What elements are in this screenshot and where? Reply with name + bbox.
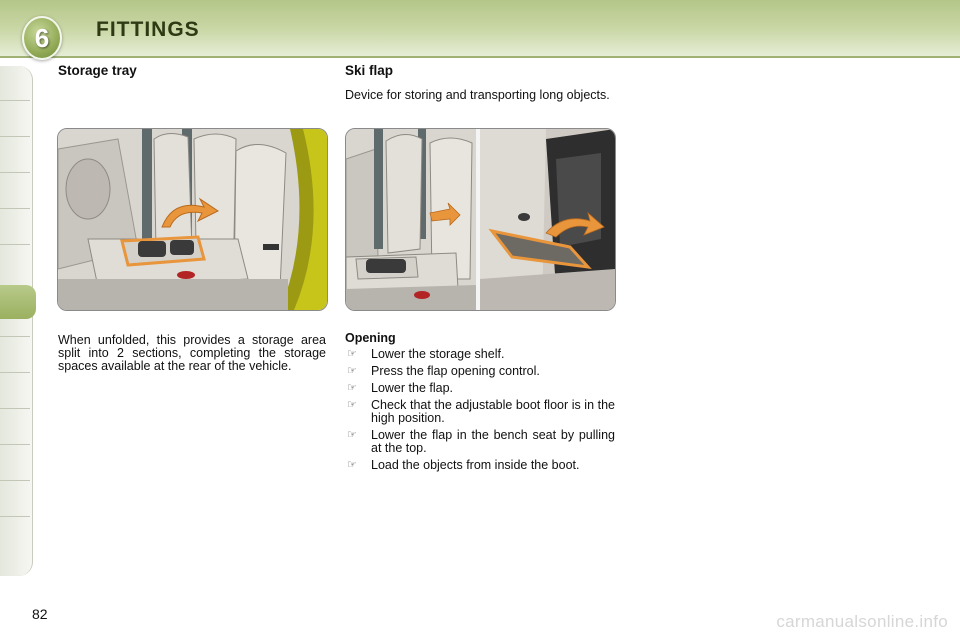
side-tab-divider [0, 480, 30, 481]
side-tab-active-chapter[interactable] [0, 285, 36, 319]
pointing-hand-icon: ☞ [347, 365, 357, 377]
ski-flap-title: Ski flap [345, 63, 394, 78]
side-tab-divider [0, 408, 30, 409]
storage-tray-illustration [57, 128, 328, 311]
chapter-title: FITTINGS [96, 18, 200, 41]
side-tab-divider [0, 516, 30, 517]
side-tab-divider [0, 136, 30, 137]
opening-steps-list [345, 348, 615, 476]
list-item: ☞ Lower the flap in the bench seat by pulling at the top. [347, 428, 615, 455]
ski-flap-description: Device for storing and transporting long objects. [345, 88, 610, 102]
storage-tray-title: Storage tray [58, 63, 137, 78]
pointing-hand-icon: ☞ [347, 399, 357, 411]
pointing-hand-icon: ☞ [347, 382, 357, 394]
list-item: ☞ Lower the storage shelf. [347, 347, 505, 361]
list-item: ☞ Check that the adjustable boot floor is in the high position. [347, 398, 615, 425]
ski-flap-illustration [345, 128, 616, 311]
side-tab-divider [0, 100, 30, 101]
pointing-hand-icon: ☞ [347, 459, 357, 471]
page-number: 82 [32, 606, 48, 622]
storage-tray-description: When unfolded, this provides a storage area split into 2 sections, completing the storage spaces available at the rear of the vehicle. [58, 333, 326, 373]
chapter-number-badge: 6 [22, 16, 62, 60]
side-tab-divider [0, 172, 30, 173]
pointing-hand-icon: ☞ [347, 348, 357, 360]
opening-title: Opening [345, 331, 396, 345]
watermark-text[interactable]: carmanualsonline.info [776, 612, 948, 631]
pointing-hand-icon: ☞ [347, 429, 357, 441]
side-tab-divider [0, 208, 30, 209]
side-tab-divider [0, 444, 30, 445]
side-chapter-tabs [0, 66, 33, 576]
side-tab-divider [0, 336, 30, 337]
list-item: ☞ Lower the flap. [347, 381, 453, 395]
side-tab-divider [0, 372, 30, 373]
list-item: ☞ Load the objects from inside the boot. [347, 458, 580, 472]
list-item: ☞ Press the flap opening control. [347, 364, 540, 378]
side-tab-divider [0, 244, 30, 245]
chapter-header [0, 0, 960, 58]
